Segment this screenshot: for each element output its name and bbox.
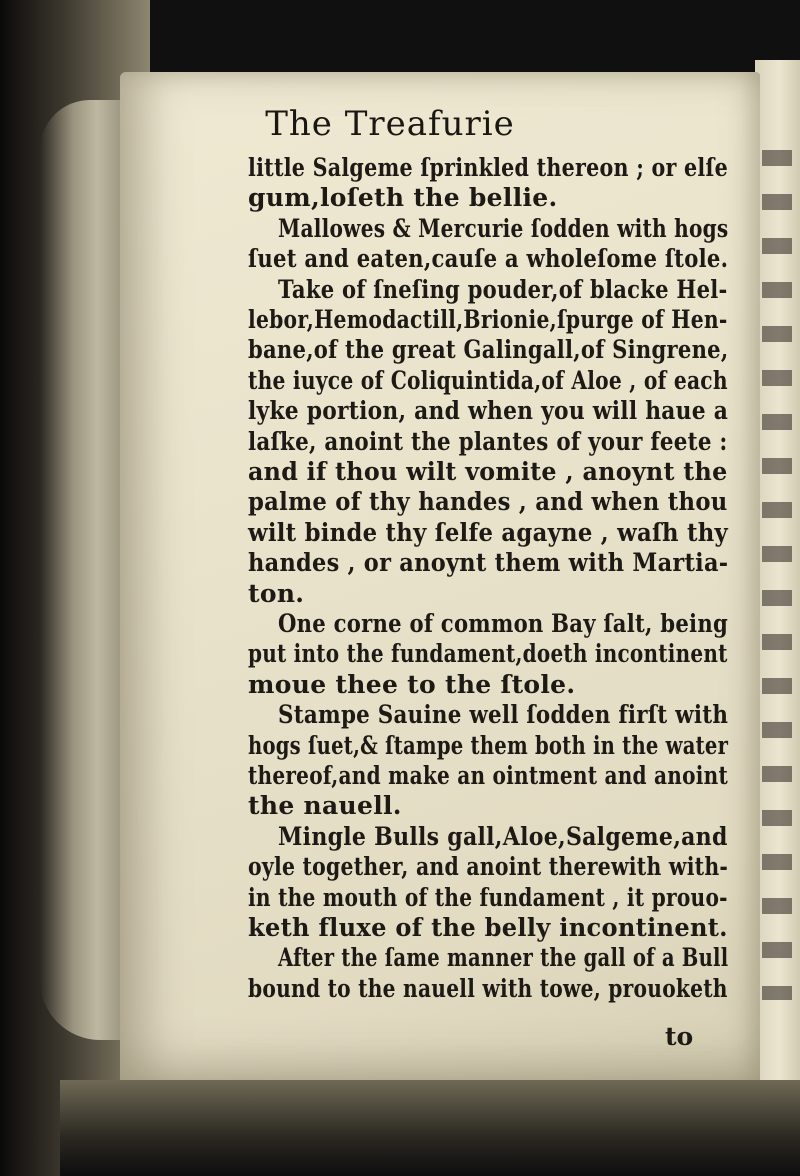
text-line: put into the fundament,doeth incontinent: [248, 639, 728, 669]
text-line: ton.: [248, 578, 305, 608]
text-line: and if thou wilt vomite , anoynt the: [248, 457, 728, 486]
text-line: Mingle Bulls gall,Aloe,Salgeme,and: [278, 821, 728, 851]
text-line: hogs ſuet,& ſtampe them both in the water: [248, 730, 729, 760]
text-line: gum,loſeth the bellie.: [248, 183, 558, 213]
text-line: Stampe Sauine well ſodden firſt with: [278, 700, 729, 730]
text-line: moue thee to the ſtole.: [248, 669, 576, 699]
facing-page-text-fragments: [762, 150, 792, 1000]
text-line: bound to the nauell with towe, prouoketh: [248, 973, 728, 1003]
text-line: thereof,and make an ointment and anoint: [248, 761, 728, 790]
text-line: keth fluxe of the belly incontinent.: [248, 913, 728, 942]
text-line: the iuyce of Coliquintida,of Aloe , of each: [248, 365, 728, 395]
text-line: laſke, anoint the plantes of your feete :: [248, 426, 728, 456]
text-line: After the ſame manner the gall of a Bull: [278, 943, 729, 973]
text-line: the nauell.: [248, 791, 402, 821]
text-line: Mallowes & Mercurie ſodden with hogs: [278, 213, 729, 243]
catchword: to: [665, 1022, 694, 1051]
text-line: One corne of common Bay ſalt, being: [278, 609, 729, 638]
book-bottom-edge: [60, 1080, 800, 1176]
text-line: ſuet and eaten,cauſe a wholeſome ſtole.: [248, 244, 729, 274]
text-line: little Salgeme ſprinkled thereon ; or elſe: [248, 153, 728, 182]
text-line: bane,of the great Galingall,of Singrene,: [248, 335, 729, 365]
text-line: in the mouth of the fundament , it prouo-: [248, 882, 728, 912]
text-line: Take of ſneſing pouder,of blacke Hel-: [278, 274, 728, 304]
page-text: [248, 150, 733, 1010]
text-line: handes , or anoynt them with Martia-: [248, 548, 729, 578]
text-line: lebor,Hemodactill,Brionie,ſpurge of Hen-: [248, 305, 728, 334]
text-line: palme of thy handes , and when thou: [248, 487, 728, 517]
text-line: lyke portion, and when you will haue a: [248, 396, 729, 426]
running-head: The Treafurie: [265, 104, 515, 144]
text-line: oyle together, and anoint therewith with-: [248, 852, 729, 882]
text-line: wilt binde thy ſelfe agayne , waſh thy: [248, 517, 729, 547]
